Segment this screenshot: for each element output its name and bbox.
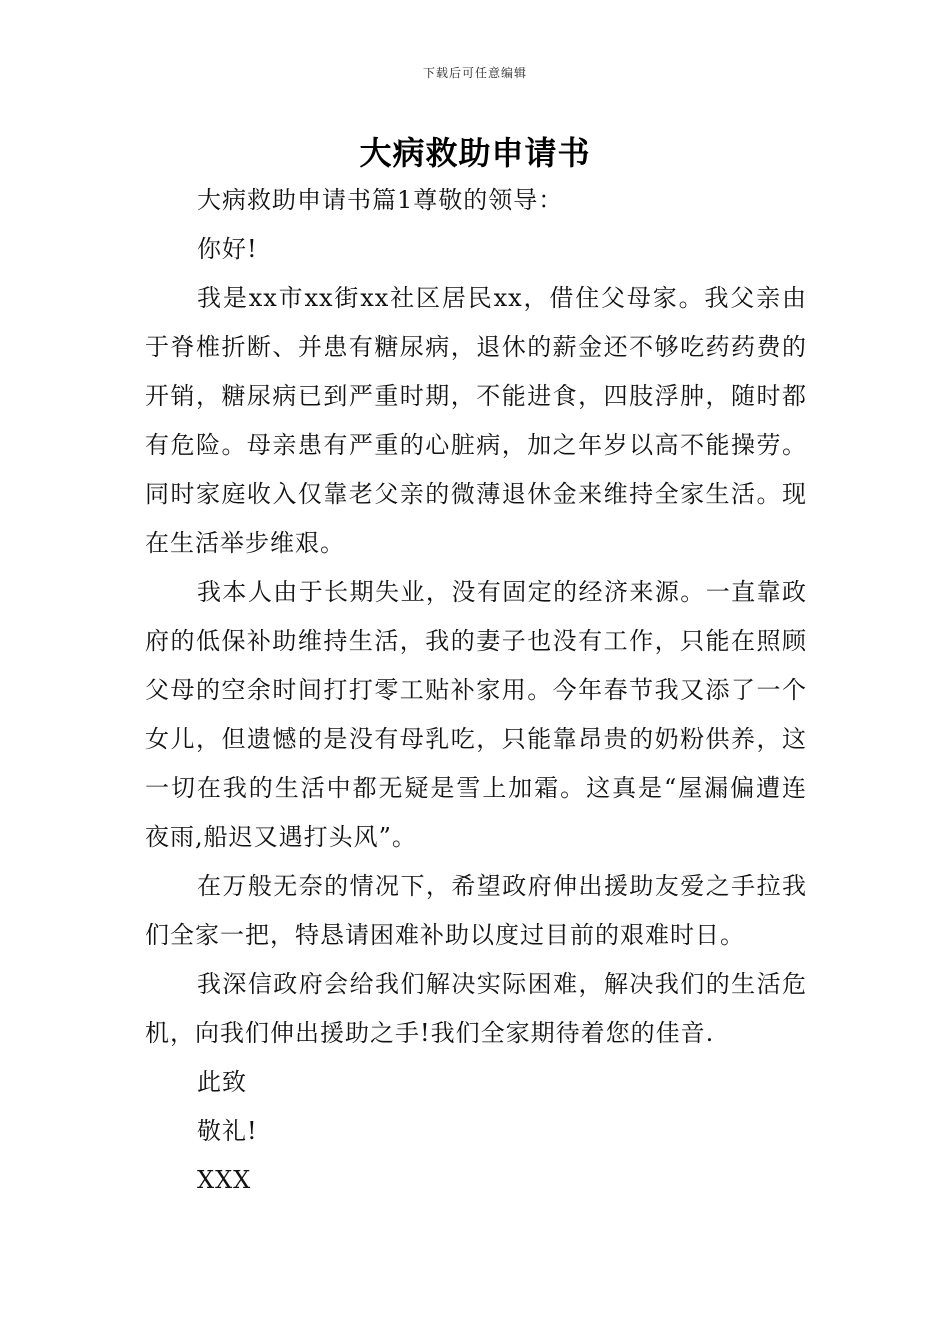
paragraph-hello: 你好!	[197, 235, 258, 263]
paragraph-greeting-line: 大病救助申请书篇1尊敬的领导：	[197, 186, 564, 214]
document-title: 大病救助申请书	[359, 134, 591, 172]
closing-jingli: 敬礼!	[197, 1117, 258, 1145]
document-body	[145, 176, 807, 1205]
paragraph-personal-situation: 我本人由于长期失业，没有固定的经济来源。一直靠政府的低保补助维持生活，我的妻子也没有工作，只能在照顾父母的空余时间打打零工贴补家用。今年春节我又添了一个女儿，但遗憾的是没有母乳吃，只能靠昂贵的奶粉供养，这一切在我的生活中都无疑是雪上加霜。这真是“屋漏偏遭连夜雨,船迟又遇打头风”。	[145, 578, 807, 851]
paragraph-trust: 我深信政府会给我们解决实际困难，解决我们的生活危机，向我们伸出援助之手!我们全家期待着您的佳音.	[145, 970, 807, 1047]
header-note: 下载后可任意编辑	[422, 66, 527, 80]
paragraph-request: 在万般无奈的情况下，希望政府伸出援助友爱之手拉我们全家一把，特恳请困难补助以度过目前的艰难时日。	[145, 872, 807, 949]
signature: XXX	[197, 1166, 252, 1194]
paragraph-family-situation: 我是xx市xx街xx社区居民xx，借住父母家。我父亲由于脊椎折断、并患有糖尿病，退休的薪金还不够吃药药费的开销，糖尿病已到严重时期，不能进食，四肢浮肿，随时都有危险。母亲患有严重的心脏病，加之年岁以高不能操劳。同时家庭收入仅靠老父亲的微薄退休金来维持全家生活。现在生活举步维艰。	[145, 284, 807, 557]
closing-cizhi: 此致	[197, 1068, 247, 1096]
